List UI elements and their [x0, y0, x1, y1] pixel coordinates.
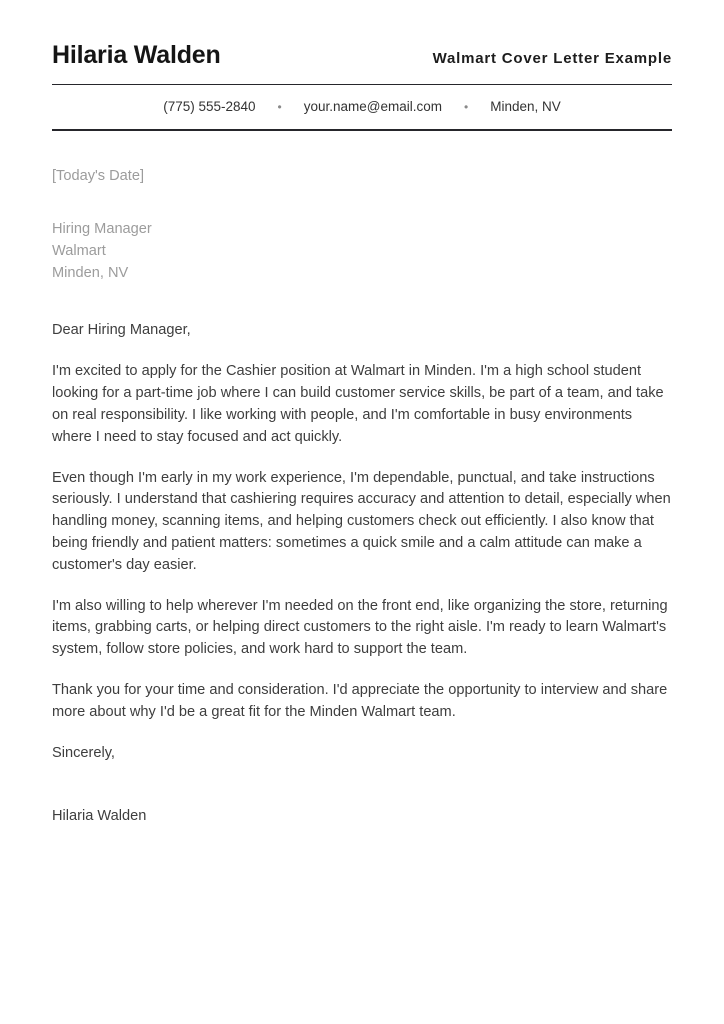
- recipient-block: [52, 218, 672, 284]
- candidate-name: Hilaria Walden: [52, 41, 221, 69]
- contact-phone: (775) 555-2840: [163, 99, 256, 114]
- date-placeholder: [Today's Date]: [52, 167, 145, 184]
- bullet-separator-icon: •: [464, 99, 469, 114]
- body-paragraph-4: Thank you for your time and consideration. I'd appreciate the opportunity to interview and share more about why I'd be a great fit for the Minden Walmart team.: [52, 682, 668, 721]
- body-paragraph-1: I'm excited to apply for the Cashier position at Walmart in Minden. I'm a high school student looking for a part-time job where I can build customer service skills, be part of a team, and take on real responsibility. I like working with people, and I'm comfortable in busy environments where I need to stay focused and act quickly.: [52, 363, 664, 445]
- body-paragraph-3: I'm also willing to help wherever I'm needed on the front end, like organizing the store, returning items, grabbing carts, or helping direct customers to the right aisle. I'm ready to learn Walmart's system, follow store policies, and work hard to support the team.: [52, 597, 668, 658]
- contact-location: Minden, NV: [490, 99, 561, 114]
- body-paragraph-2: Even though I'm early in my work experience, I'm dependable, punctual, and take instructions seriously. I understand that cashiering requires accuracy and attention to detail, especially when handling money, scanning items, and helping customers check out efficiently. I also know that being friendly and patient matters: sometimes a quick smile and a calm attitude can make a customer's day easier.: [52, 469, 671, 573]
- letter-header: [52, 40, 672, 70]
- signature-name: Hilaria Walden: [52, 807, 147, 824]
- contact-row: [52, 85, 672, 129]
- letter-body: [52, 166, 672, 828]
- recipient-name: Hiring Manager: [52, 221, 152, 238]
- contact-email: your.name@email.com: [303, 99, 443, 114]
- closing: Sincerely,: [52, 745, 115, 762]
- document-title: Walmart Cover Letter Example: [432, 49, 672, 67]
- divider-bottom: [52, 129, 672, 131]
- recipient-location: Minden, NV: [52, 265, 129, 282]
- bullet-separator-icon: •: [277, 99, 282, 114]
- recipient-company: Walmart: [52, 243, 106, 260]
- salutation: Dear Hiring Manager,: [52, 322, 191, 339]
